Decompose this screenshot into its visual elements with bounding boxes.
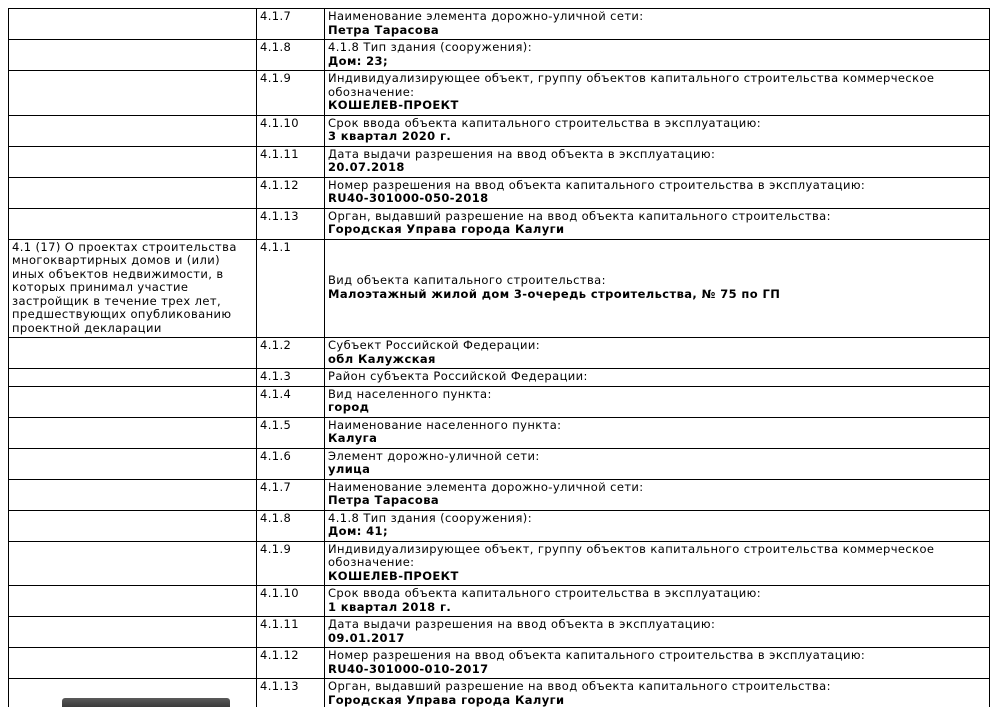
field-value: RU40-301000-010-2017	[328, 661, 489, 676]
field-label: Номер разрешения на ввод объекта капитального строительства в эксплуатацию:	[328, 177, 866, 192]
field-value: 09.01.2017	[328, 630, 405, 645]
row-code: 4.1.8	[257, 40, 325, 71]
section-label-cell	[9, 40, 257, 71]
field-value: 1 квартал 2018 г.	[328, 599, 452, 614]
row-content	[325, 239, 990, 338]
row-content	[325, 71, 990, 116]
section-label-cell	[9, 115, 257, 146]
window-edge-fragment	[62, 698, 230, 707]
row-content	[325, 115, 990, 146]
field-value: 20.07.2018	[328, 160, 405, 174]
row-code: 4.1.5	[257, 417, 325, 448]
row-code: 4.1.12	[257, 177, 325, 208]
row-content	[325, 586, 990, 617]
row-content	[325, 369, 990, 387]
table-row	[9, 648, 990, 679]
row-code: 4.1.9	[257, 541, 325, 586]
section-label-cell	[9, 208, 257, 239]
section-label-cell	[9, 417, 257, 448]
row-content	[325, 648, 990, 679]
field-label: Срок ввода объекта капитального строительства в эксплуатацию:	[328, 115, 762, 130]
field-label: Наименование элемента дорожно-уличной сети:	[328, 9, 644, 23]
row-code: 4.1.9	[257, 71, 325, 116]
row-content	[325, 417, 990, 448]
table-row	[9, 586, 990, 617]
row-code: 4.1.13	[257, 208, 325, 239]
table-row	[9, 177, 990, 208]
row-content	[325, 479, 990, 510]
field-label: Номер разрешения на ввод объекта капитального строительства в эксплуатацию:	[328, 648, 866, 662]
field-label: Вид объекта капитального строительства:	[328, 273, 606, 288]
table-row	[9, 208, 990, 239]
table-row	[9, 9, 990, 40]
row-code: 4.1.7	[257, 479, 325, 510]
row-content	[325, 679, 990, 707]
field-value: город	[328, 400, 370, 414]
field-value: RU40-301000-050-2018	[328, 191, 489, 205]
row-code: 4.1.1	[257, 239, 325, 338]
row-code: 4.1.11	[257, 146, 325, 177]
row-content	[325, 9, 990, 40]
row-code: 4.1.10	[257, 115, 325, 146]
field-label: Субъект Российской Федерации:	[328, 338, 541, 352]
table-row	[9, 510, 990, 541]
section-label-cell	[9, 146, 257, 177]
table-row	[9, 71, 990, 116]
field-value: Калуга	[328, 431, 378, 445]
field-value: Дом: 23;	[328, 53, 388, 68]
field-value: Малоэтажный жилой дом 3-очередь строительства, № 75 по ГП	[328, 286, 781, 301]
row-code: 4.1.11	[257, 617, 325, 648]
table-row	[9, 448, 990, 479]
row-content	[325, 386, 990, 417]
row-code: 4.1.3	[257, 369, 325, 387]
row-content	[325, 208, 990, 239]
field-value: Петра Тарасова	[328, 22, 440, 37]
section-label-cell	[9, 617, 257, 648]
table-row	[9, 386, 990, 417]
field-value: КОШЕЛЕВ-ПРОЕКТ	[328, 568, 459, 583]
declaration-table	[8, 8, 990, 707]
field-label: Орган, выдавший разрешение на ввод объекта капитального строительства:	[328, 208, 831, 223]
section-label-cell	[9, 177, 257, 208]
row-code: 4.1.10	[257, 586, 325, 617]
field-label: Наименование элемента дорожно-уличной сети:	[328, 479, 644, 494]
row-content	[325, 40, 990, 71]
declaration-table-wrap	[8, 8, 990, 707]
field-label: Наименование населенного пункта:	[328, 417, 562, 432]
row-code: 4.1.4	[257, 386, 325, 417]
row-content	[325, 448, 990, 479]
table-row	[9, 369, 990, 387]
field-value: Городская Управа города Калуги	[328, 692, 565, 707]
field-label: Район субъекта Российской Федерации:	[328, 369, 588, 383]
row-content	[325, 177, 990, 208]
row-content	[325, 146, 990, 177]
row-code: 4.1.12	[257, 648, 325, 679]
field-value: улица	[328, 462, 371, 476]
field-value: Дом: 41;	[328, 524, 388, 538]
section-label-cell	[9, 448, 257, 479]
table-row	[9, 417, 990, 448]
table-row	[9, 541, 990, 586]
field-label: Вид населенного пункта:	[328, 386, 492, 401]
row-code: 4.1.13	[257, 679, 325, 707]
table-row	[9, 146, 990, 177]
section-label-cell	[9, 541, 257, 586]
field-label: Дата выдачи разрешения на ввод объекта в эксплуатацию:	[328, 146, 716, 161]
section-label-cell	[9, 648, 257, 679]
section-label-cell	[9, 9, 257, 40]
section-label-cell	[9, 338, 257, 369]
section-label-cell	[9, 369, 257, 387]
row-content	[325, 338, 990, 369]
field-label: Дата выдачи разрешения на ввод объекта в эксплуатацию:	[328, 617, 716, 631]
table-row	[9, 40, 990, 71]
field-value: 3 квартал 2020 г.	[328, 129, 452, 143]
row-code: 4.1.7	[257, 9, 325, 40]
section-label-cell: 4.1 (17) О проектах строительства многоквартирных домов и (или) иных объектов недвижимости, в которых принимал участие застройщик в течение трех лет, предшествующих опубликованию проектной декларации	[9, 239, 257, 338]
field-value: КОШЕЛЕВ-ПРОЕКТ	[328, 98, 459, 112]
field-value: обл Калужская	[328, 351, 436, 366]
field-label: Индивидуализирующее объект, группу объектов капитального строительства коммерческое обозначение:	[328, 71, 935, 99]
table-row	[9, 338, 990, 369]
row-code: 4.1.6	[257, 448, 325, 479]
section-label-cell	[9, 386, 257, 417]
row-code: 4.1.8	[257, 510, 325, 541]
table-row	[9, 115, 990, 146]
row-content	[325, 510, 990, 541]
section-label-cell	[9, 71, 257, 116]
field-label: Индивидуализирующее объект, группу объектов капитального строительства коммерческое обозначение:	[328, 541, 935, 569]
field-value: Городская Управа города Калуги	[328, 222, 565, 236]
table-row	[9, 479, 990, 510]
field-label: Элемент дорожно-уличной сети:	[328, 448, 540, 463]
field-label: 4.1.8 Тип здания (сооружения):	[328, 40, 532, 54]
field-value: Петра Тарасова	[328, 493, 440, 507]
row-content	[325, 617, 990, 648]
field-label: Срок ввода объекта капитального строительства в эксплуатацию:	[328, 586, 762, 600]
section-label-cell	[9, 586, 257, 617]
row-code: 4.1.2	[257, 338, 325, 369]
row-content	[325, 541, 990, 586]
field-label: Орган, выдавший разрешение на ввод объекта капитального строительства:	[328, 679, 831, 693]
section-label-cell	[9, 479, 257, 510]
table-row	[9, 617, 990, 648]
field-label: 4.1.8 Тип здания (сооружения):	[328, 510, 532, 525]
table-row-section-start	[9, 239, 990, 338]
section-label-cell	[9, 510, 257, 541]
